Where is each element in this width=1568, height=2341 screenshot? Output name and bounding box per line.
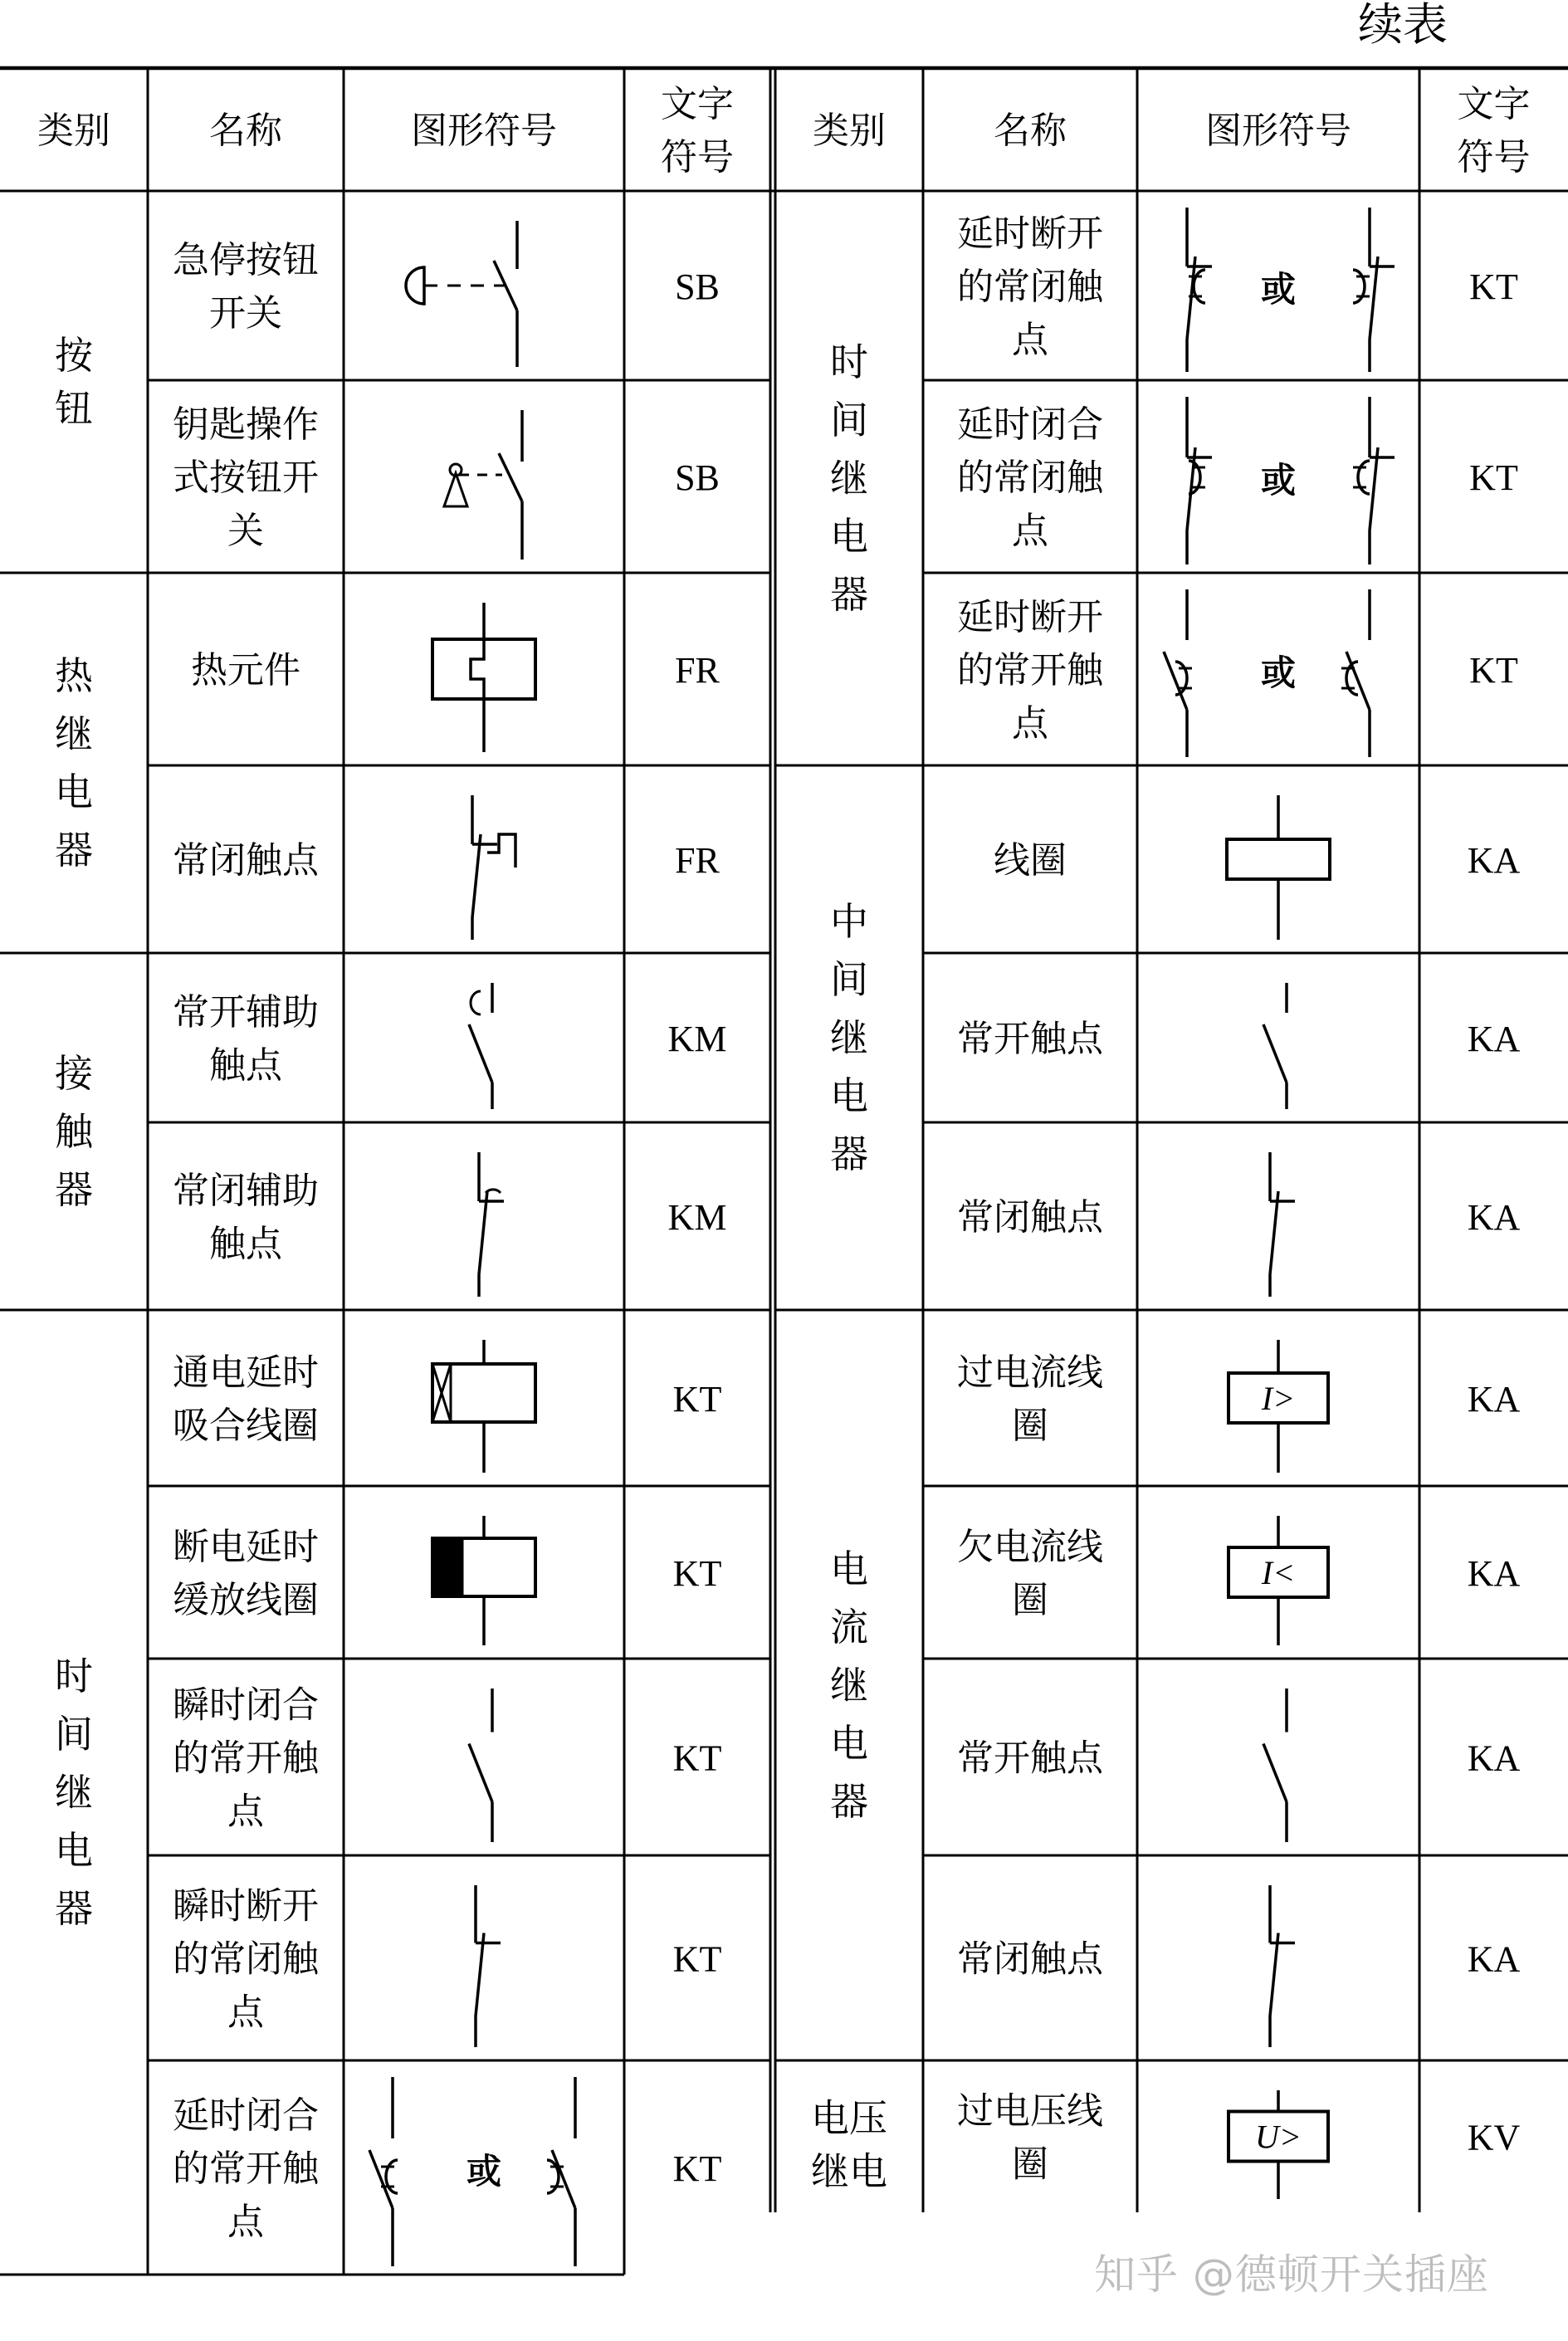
- category-label: 时间继电器: [55, 1654, 93, 1931]
- right-header-name: 名称: [994, 110, 1067, 152]
- table-row: [173, 1885, 721, 2048]
- item-name: 常闭触点: [957, 1938, 1103, 1981]
- table-row: [957, 397, 1518, 564]
- category-label: 接触器: [55, 1051, 93, 1212]
- item-name: 延时闭合的常开触点: [173, 2094, 319, 2243]
- left-header-code: 文字符号: [661, 83, 734, 178]
- item-code: KT: [672, 1737, 722, 1779]
- table-row: [173, 1152, 726, 1297]
- item-name: 常闭触点: [957, 1196, 1103, 1239]
- item-name: 常开触点: [957, 1018, 1103, 1060]
- nc-contact-icon: [1270, 1885, 1295, 2047]
- right-table-body: [811, 208, 1520, 2199]
- item-code: SB: [675, 266, 720, 307]
- table-row: [957, 983, 1520, 1109]
- symbol-label: I<: [1261, 1554, 1296, 1591]
- item-code: KA: [1467, 1379, 1521, 1420]
- item-name: 常闭辅助触点: [173, 1170, 319, 1265]
- item-name: 瞬时断开的常闭触点: [173, 1884, 319, 2034]
- item-code: KA: [1467, 840, 1521, 881]
- table-row: [191, 603, 720, 752]
- instant-nc-contact-icon: [476, 1885, 501, 2047]
- item-code: KT: [1469, 457, 1518, 498]
- coil-icon: [1227, 795, 1330, 940]
- category-cell: [55, 333, 94, 431]
- right-header-code: 文字符号: [1457, 83, 1531, 178]
- category-cell: [830, 1547, 868, 1824]
- item-code: KT: [672, 1379, 722, 1420]
- item-name: 延时断开的常开触点: [957, 596, 1103, 745]
- or-label: 或: [1260, 269, 1297, 310]
- item-code: FR: [675, 840, 720, 881]
- table-row: [957, 1340, 1520, 1473]
- table-row: [173, 221, 720, 367]
- item-name: 常开辅助触点: [173, 991, 319, 1087]
- symbol-label: I>: [1261, 1380, 1296, 1417]
- left-header-row: [37, 83, 734, 178]
- table-row: [173, 1340, 721, 1473]
- table-row: [957, 1152, 1520, 1297]
- item-name: 钥匙操作式按钮开关: [173, 403, 319, 552]
- table-row: [173, 2077, 721, 2266]
- table-row: [173, 403, 720, 560]
- overvoltage-coil-icon: [1229, 2090, 1328, 2199]
- delayed-close-no-contact-icon: [369, 2077, 575, 2266]
- item-code: KV: [1467, 2117, 1521, 2158]
- no-contact-icon: [1263, 983, 1287, 1109]
- category-label: 电压继电: [811, 2095, 887, 2194]
- table-row: [994, 795, 1520, 940]
- table-row: [957, 208, 1518, 372]
- item-code: KT: [672, 2148, 722, 2189]
- table-row: [957, 1885, 1520, 2047]
- category-cell: [55, 653, 94, 872]
- item-name: 热元件: [191, 649, 300, 692]
- key-switch-icon: [444, 410, 522, 560]
- emergency-stop-icon: [406, 221, 517, 367]
- item-name: 急停按钮开关: [173, 239, 319, 335]
- thermal-nc-contact-icon: [472, 795, 515, 940]
- thermal-element-icon: [432, 603, 535, 752]
- on-delay-coil-icon: [432, 1340, 535, 1473]
- item-code: KA: [1467, 1737, 1521, 1779]
- category-label: 电流继电器: [830, 1547, 868, 1824]
- category-cell: [830, 899, 868, 1176]
- overcurrent-coil-icon: [1229, 1340, 1328, 1473]
- undercurrent-coil-icon: [1229, 1516, 1328, 1645]
- table-row: [173, 983, 726, 1109]
- left-header-symbol: 图形符号: [411, 110, 557, 152]
- aux-nc-contact-icon: [479, 1152, 504, 1297]
- item-name: 延时闭合的常闭触点: [957, 403, 1103, 552]
- item-name: 通电延时吸合线圈: [173, 1351, 319, 1447]
- table-row: [173, 795, 720, 940]
- table-row: [957, 1689, 1520, 1842]
- item-name: 欠电流线圈: [957, 1526, 1103, 1621]
- item-code: KT: [672, 1553, 722, 1594]
- no-contact-icon: [1263, 1689, 1287, 1842]
- right-header-symbol: 图形符号: [1205, 110, 1351, 152]
- delayed-close-nc-contact-icon: [1187, 397, 1395, 564]
- category-cell: [55, 1051, 95, 1212]
- item-name: 延时断开的常闭触点: [957, 213, 1103, 361]
- watermark: 知乎 @德顿开关插座: [1094, 2251, 1489, 2299]
- category-label: 热继电器: [55, 653, 93, 872]
- item-name: 断电延时缓放线圈: [173, 1526, 319, 1621]
- table-title: 续表: [1358, 0, 1448, 51]
- item-code: KA: [1467, 1938, 1521, 1980]
- left-header-category: 类别: [37, 110, 110, 152]
- item-name: 常开触点: [957, 1737, 1103, 1780]
- item-code: KA: [1467, 1197, 1521, 1238]
- off-delay-coil-icon: [432, 1516, 535, 1645]
- item-code: SB: [675, 457, 720, 498]
- table-row: [173, 1516, 721, 1645]
- category-cell: [830, 340, 868, 617]
- item-name: 线圈: [994, 839, 1067, 882]
- table-row: [173, 1684, 721, 1843]
- nc-contact-icon: [1270, 1152, 1295, 1297]
- item-code: KT: [1469, 266, 1518, 307]
- table-row: [957, 2090, 1520, 2200]
- or-label: 或: [466, 2151, 502, 2192]
- item-code: KA: [1467, 1019, 1521, 1059]
- category-label: 中间继电器: [830, 899, 868, 1176]
- category-label: 时间继电器: [830, 340, 868, 617]
- left-header-name: 名称: [209, 110, 282, 152]
- or-label: 或: [1260, 652, 1297, 693]
- right-header-row: [813, 83, 1531, 178]
- item-code: KA: [1467, 1553, 1521, 1594]
- item-name: 过电压线圈: [957, 2089, 1103, 2186]
- aux-no-contact-icon: [469, 983, 492, 1109]
- category-label: 按钮: [55, 333, 93, 431]
- item-code: KM: [667, 1197, 727, 1238]
- left-table-body: [55, 221, 726, 2266]
- category-cell: [55, 1654, 93, 1931]
- category-cell: [811, 2096, 887, 2194]
- delayed-open-nc-contact-icon: [1187, 208, 1395, 372]
- symbol-label: U>: [1255, 2118, 1302, 2156]
- item-name: 常闭触点: [173, 839, 319, 882]
- right-header-category: 类别: [813, 110, 886, 152]
- or-label: 或: [1260, 460, 1297, 501]
- item-name: 过电流线圈: [957, 1351, 1103, 1447]
- item-code: KM: [667, 1019, 727, 1059]
- item-code: KT: [672, 1938, 722, 1980]
- table-row: [957, 589, 1518, 757]
- item-code: FR: [675, 650, 720, 691]
- instant-no-contact-icon: [469, 1689, 492, 1842]
- item-name: 瞬时闭合的常开触点: [173, 1684, 319, 1833]
- table-row: [957, 1516, 1520, 1645]
- delayed-open-no-contact-icon: [1164, 589, 1370, 757]
- item-code: KT: [1469, 650, 1518, 691]
